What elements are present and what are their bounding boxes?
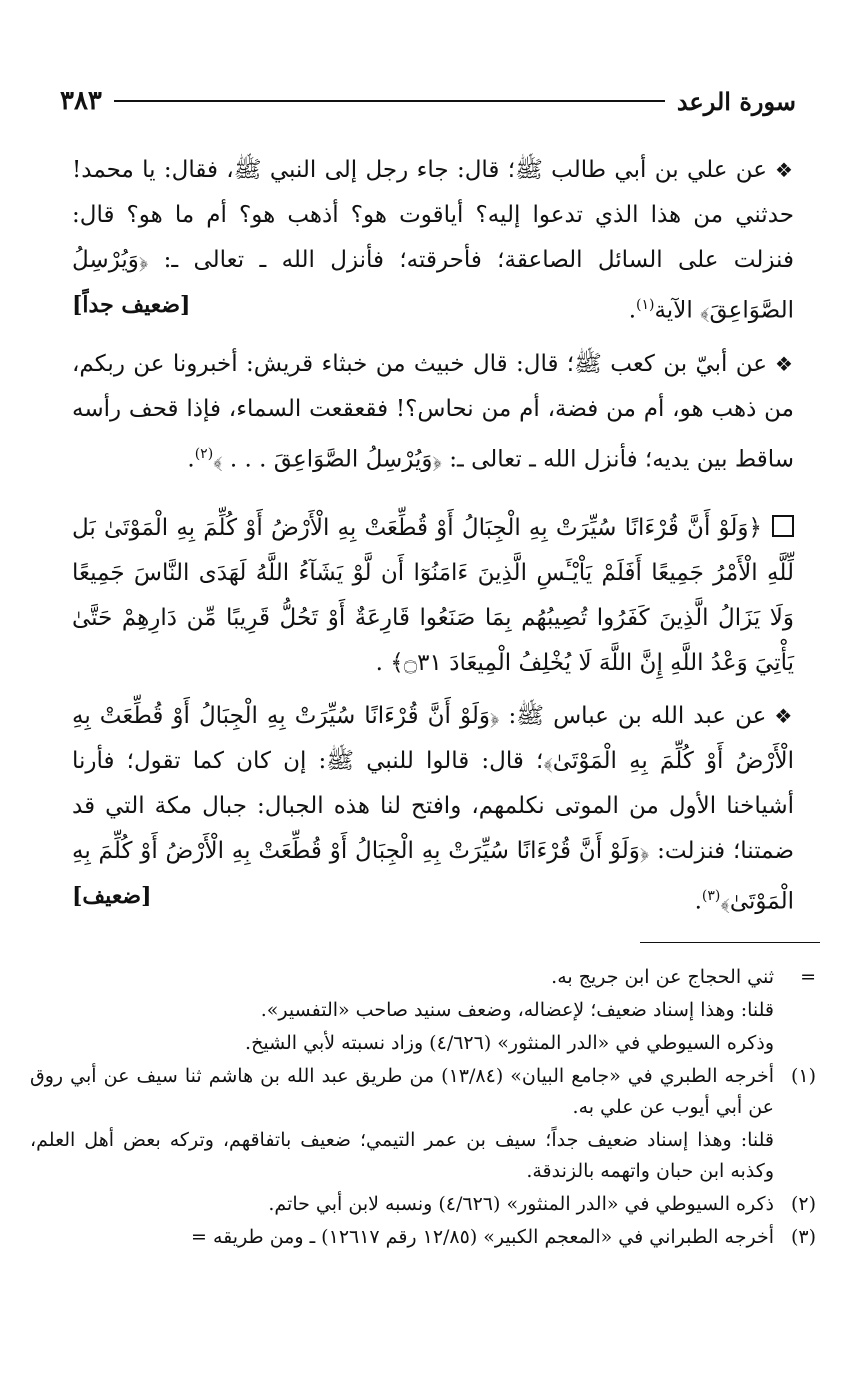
footnotes (30, 962, 816, 1255)
hadith-ubayy-text: عن أبيّ بن كعب ﷺ؛ قال: قال خبيث من خبثاء قريش: أخبرونا عن ربكم، من ذهب هو، أم من فضة، أم من نحاس؟! فقعقعت السماء، فإذا قحف رأسه ساقط بين يديه؛ فأنزل الله ـ تعالى ـ: ﴿وَيُرْسِلُ الصَّوَاعِقَ . . . ﴾ (72, 350, 794, 473)
footnote-line (30, 962, 816, 993)
hadith-ibn-abbas (72, 694, 794, 925)
page-header (60, 84, 796, 118)
grade-very-weak: [ضعيف جداً] (72, 292, 191, 318)
footnote-ref-1[interactable]: (١) (636, 297, 655, 313)
footnote-text: أخرجه الطبري في «جامع البيان» (١٣/٨٤) من طريق عبد الله بن هاشم ثنا سيف عن أبي روق عن أبي أيوب عن علي به. (30, 1065, 774, 1118)
footnote-2 (30, 1189, 816, 1220)
footnote-mark (774, 995, 816, 1026)
sentence-end: . (628, 297, 636, 324)
header-rule (114, 100, 665, 102)
footnote-mark: (٢) (790, 1193, 816, 1215)
hadith-ibn-abbas-text: عن عبد الله بن عباس ﷺ: ﴿وَلَوْ أَنَّ قُرْءَانًا سُيِّرَتْ بِهِ الْجِبَالُ أَوْ قُطِّعَتْ بِهِ الْأَرْضُ أَوْ كُلِّمَ بِهِ الْمَوْتَىٰ﴾؛ قال: قالوا للنبي ﷺ: إن كان كما تقول؛ فأرنا أشياخنا الأول من الموتى نكلمهم، وافتح لنا هذه الجبال: جبال مكة التي قد ضمتنا؛ فنزلت: ﴿وَلَوْ أَنَّ قُرْءَانًا سُيِّرَتْ بِهِ الْجِبَالُ أَوْ قُطِّعَتْ بِهِ الْأَرْضُ أَوْ كُلِّمَ بِهِ الْمَوْتَىٰ﴾ (72, 703, 794, 915)
diamond-bullet-icon: ❖ (775, 351, 794, 376)
surah-title: سورة الرعد (676, 86, 796, 116)
footnote-mark: (٣) (790, 1226, 816, 1248)
footnote-mark (774, 1125, 816, 1187)
footnote-text: قلنا: وهذا إسناد ضعيف؛ لإعضاله، وضعف سنيد صاحب «التفسير». (260, 999, 774, 1021)
grade-weak: [ضعيف] (72, 883, 152, 910)
footnote-line (30, 1125, 816, 1187)
footnote-text: أخرجه الطبراني في «المعجم الكبير» (١٢/٨٥ رقم ١٢٦١٧) ـ ومن طريقه = (191, 1226, 774, 1248)
footnote-mark: = (800, 966, 816, 988)
footnote-1 (30, 1061, 816, 1123)
footnote-ref-3[interactable]: (٣) (701, 888, 721, 905)
hadith-ali-text: عن علي بن أبي طالب ﷺ؛ قال: جاء رجل إلى النبي ﷺ، فقال: يا محمد! حدثني من هذا الذي تدعوا إليه؟ أياقوت هو؟ أذهب هو؟ أم ما هو؟ قال: فنزلت على السائل الصاعقة؛ فأحرقته؛ فأنزل الله ـ تعالى ـ: ﴿وَيُرْسِلُ الصَّوَاعِقَ﴾ الآية (72, 157, 794, 324)
footnote-ref-2[interactable]: (٢) (194, 445, 214, 462)
hadith-ali (72, 148, 794, 334)
sentence-end: . (187, 446, 195, 473)
diamond-bullet-icon: ❖ (775, 158, 794, 182)
footnote-line (30, 1028, 816, 1059)
page-number: ٣٨٣ (60, 86, 102, 116)
footnote-text: قلنا: وهذا إسناد ضعيف جداً؛ سيف بن عمر التيمي؛ ضعيف باتفاقهم، وتركه بعض أهل العلم، وكذبه ابن حبان واتهمه بالزندقة. (30, 1129, 774, 1182)
main-text (72, 148, 794, 925)
footnote-divider (640, 942, 820, 943)
footnote-3 (30, 1222, 816, 1253)
sentence-end: . (694, 888, 702, 915)
diamond-bullet-icon: ❖ (774, 704, 794, 729)
footnote-mark: (١) (790, 1065, 816, 1087)
quran-verse (72, 506, 794, 686)
verse-text: ﴿وَلَوْ أَنَّ قُرْءَانًا سُيِّرَتْ بِهِ الْجِبَالُ أَوْ قُطِّعَتْ بِهِ الْأَرْضُ أَوْ كُلِّمَ بِهِ الْمَوْتَىٰ بَل لِّلَّهِ الْأَمْرُ جَمِيعًا أَفَلَمْ يَاْيْـَٔسِ الَّذِينَ ءَامَنُوٓا أَن لَّوْ يَشَآءُ اللَّهُ لَهَدَى النَّاسَ جَمِيعًا وَلَا يَزَالُ الَّذِينَ كَفَرُوا تُصِيبُهُم بِمَا صَنَعُوا قَارِعَةٌ أَوْ تَحُلُّ قَرِيبًا مِّن دَارِهِمْ حَتَّىٰ يَأْتِيَ وَعْدُ اللَّهِ إِنَّ اللَّهَ لَا يُخْلِفُ الْمِيعَادَ ۝٣١﴾ . (72, 515, 794, 677)
footnote-text: ذكره السيوطي في «الدر المنثور» (٤/٦٢٦) ونسبه لابن أبي حاتم. (268, 1193, 774, 1215)
hadith-ubayy (72, 342, 794, 483)
footnote-text: وذكره السيوطي في «الدر المنثور» (٤/٦٢٦) وزاد نسبته لأبي الشيخ. (245, 1032, 774, 1054)
footnote-mark (774, 1028, 816, 1059)
footnote-text: ثني الحجاج عن ابن جريج به. (551, 966, 774, 988)
footnote-line (30, 995, 816, 1026)
square-bullet-icon (772, 515, 794, 537)
